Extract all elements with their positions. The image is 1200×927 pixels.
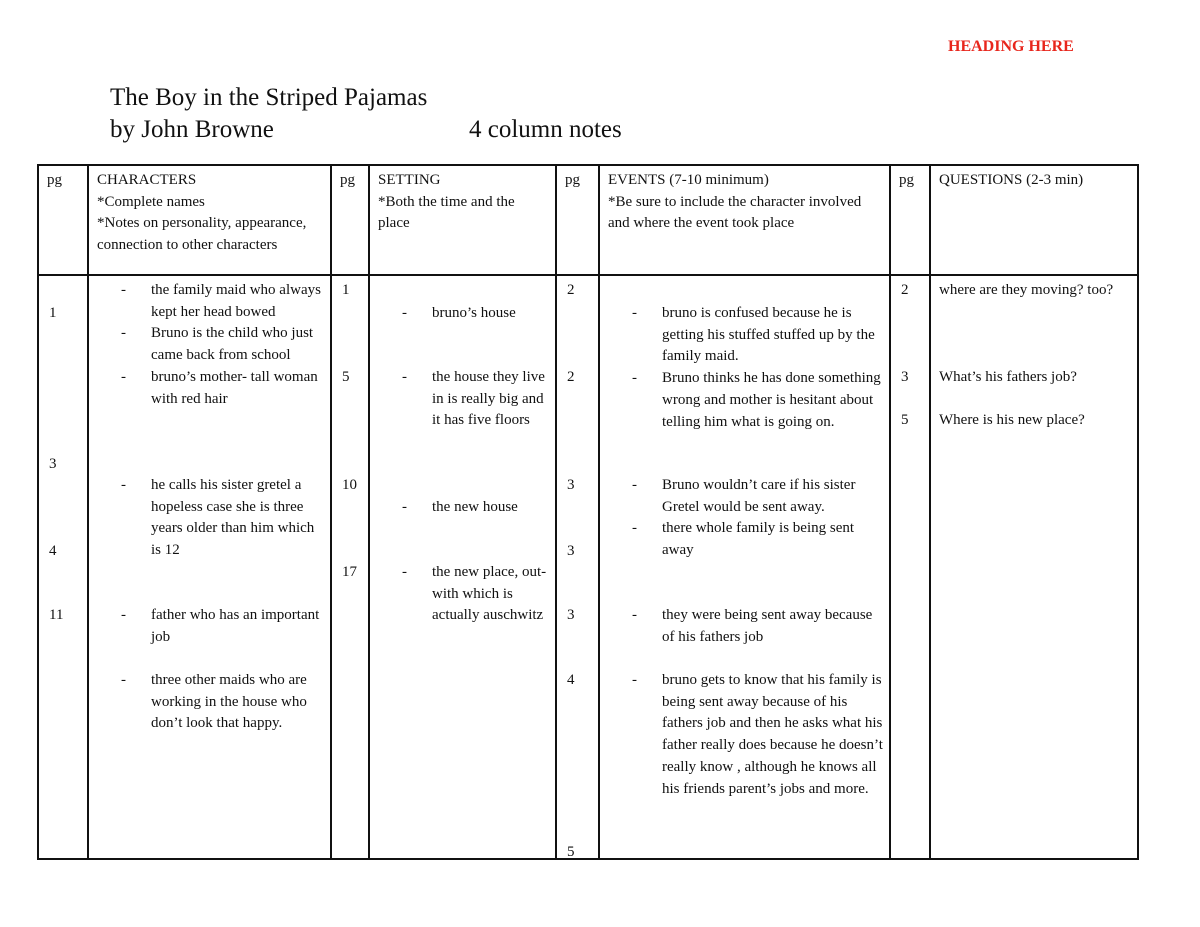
setting-cell [369, 275, 556, 859]
setting-list-c [378, 497, 549, 519]
questions-pages-cell [890, 275, 930, 859]
page-number: 3 [901, 369, 909, 385]
page-number: 1 [342, 282, 350, 298]
page-number: 3 [567, 607, 575, 623]
events-list-d [608, 670, 883, 800]
page-number: 17 [342, 564, 357, 580]
events-list-c [608, 605, 883, 648]
page-number: 2 [567, 369, 575, 385]
page-number: 2 [567, 282, 575, 298]
setting-header [369, 165, 556, 275]
events-header [599, 165, 890, 275]
setting-pg-header [331, 165, 369, 275]
pg-label: pg [47, 172, 62, 188]
document-title: The Boy in the Striped Pajamas [110, 84, 428, 111]
document-byline: by John Browne [110, 116, 274, 143]
questions-pg-header [890, 165, 930, 275]
page-number: 3 [49, 456, 57, 472]
page-number: 5 [901, 412, 909, 428]
question-item: where are they moving? too? [939, 282, 1114, 298]
questions-cell [930, 275, 1138, 859]
characters-list-c [97, 605, 324, 648]
events-list-a [608, 303, 883, 433]
notes-type-label: 4 column notes [469, 116, 622, 143]
header-row [38, 165, 1138, 275]
page-number: 4 [567, 672, 575, 688]
setting-list-b [378, 367, 549, 432]
events-header-note1: *Be sure to include the character involved and where the event took place [608, 193, 862, 232]
list-item: - three other maids who are working in the house who don’t look that happy. [151, 670, 324, 735]
characters-list-b [97, 475, 324, 562]
page-number: 11 [49, 607, 64, 623]
heading-placeholder: HEADING HERE [948, 38, 1074, 55]
characters-cell [88, 275, 331, 859]
characters-header [88, 165, 331, 275]
characters-header-title: CHARACTERS [97, 172, 197, 188]
content-row [38, 275, 1138, 859]
list-item: - father who has an important job [151, 605, 324, 648]
page-number: 3 [567, 543, 575, 559]
list-item: - Bruno is the child who just came back from school [151, 323, 324, 366]
list-item: - the house they live in is really big and it has five floors [432, 367, 549, 432]
list-item: - there whole family is being sent away [662, 518, 883, 561]
characters-pages-cell [38, 275, 88, 859]
page-number: 10 [342, 477, 357, 493]
list-item: - the new house [432, 497, 549, 519]
questions-header-title: QUESTIONS (2-3 min) [939, 172, 1084, 188]
list-item: - bruno’s house [432, 303, 549, 325]
question-item: Where is his new place? [939, 412, 1085, 428]
list-item: - Bruno thinks he has done something wrong and mother is hesitant about telling him what is going on. [662, 368, 883, 433]
events-cell [599, 275, 890, 859]
setting-list-d [378, 562, 549, 627]
pg-label: pg [899, 172, 914, 188]
page-number: 5 [567, 844, 575, 859]
page-number: 2 [901, 282, 909, 298]
setting-list-a [378, 303, 549, 325]
questions-header [930, 165, 1138, 275]
page-number: 5 [342, 369, 350, 385]
list-item: - bruno’s mother- tall woman with red hair [151, 367, 324, 410]
events-pg-header [556, 165, 599, 275]
list-item: - bruno is confused because he is getting his stuffed stuffed up by the family maid. [662, 303, 883, 368]
events-pages-cell [556, 275, 599, 859]
page-number: 4 [49, 543, 57, 559]
list-item: - the family maid who always kept her head bowed [151, 280, 324, 323]
events-header-title: EVENTS (7-10 minimum) [608, 172, 769, 188]
events-list-b [608, 475, 883, 562]
page-number: 1 [49, 305, 57, 321]
question-item: What’s his fathers job? [939, 369, 1077, 385]
list-item: - bruno gets to know that his family is being sent away because of his fathers job and then he asks what his father really does because he doesn’t really know , although he knows all his friends parent’s jobs and more. [662, 670, 883, 800]
characters-header-note2: *Notes on personality, appearance, connection to other characters [97, 215, 307, 254]
characters-pg-header [38, 165, 88, 275]
pg-label: pg [565, 172, 580, 188]
list-item: - they were being sent away because of his fathers job [662, 605, 883, 648]
characters-header-note1: *Complete names [97, 193, 205, 210]
setting-pages-cell [331, 275, 369, 859]
list-item: - the new place, out-with which is actually auschwitz [432, 562, 549, 627]
setting-header-title: SETTING [378, 172, 441, 188]
characters-list-d [97, 670, 324, 735]
characters-list-a [97, 280, 324, 410]
pg-label: pg [340, 172, 355, 188]
page-number: 3 [567, 477, 575, 493]
setting-header-note1: *Both the time and the place [378, 193, 515, 232]
list-item: - he calls his sister gretel a hopeless case she is three years older than him which is 12 [151, 475, 324, 562]
four-column-notes-table [37, 164, 1139, 860]
list-item: - Bruno wouldn’t care if his sister Gretel would be sent away. [662, 475, 883, 518]
